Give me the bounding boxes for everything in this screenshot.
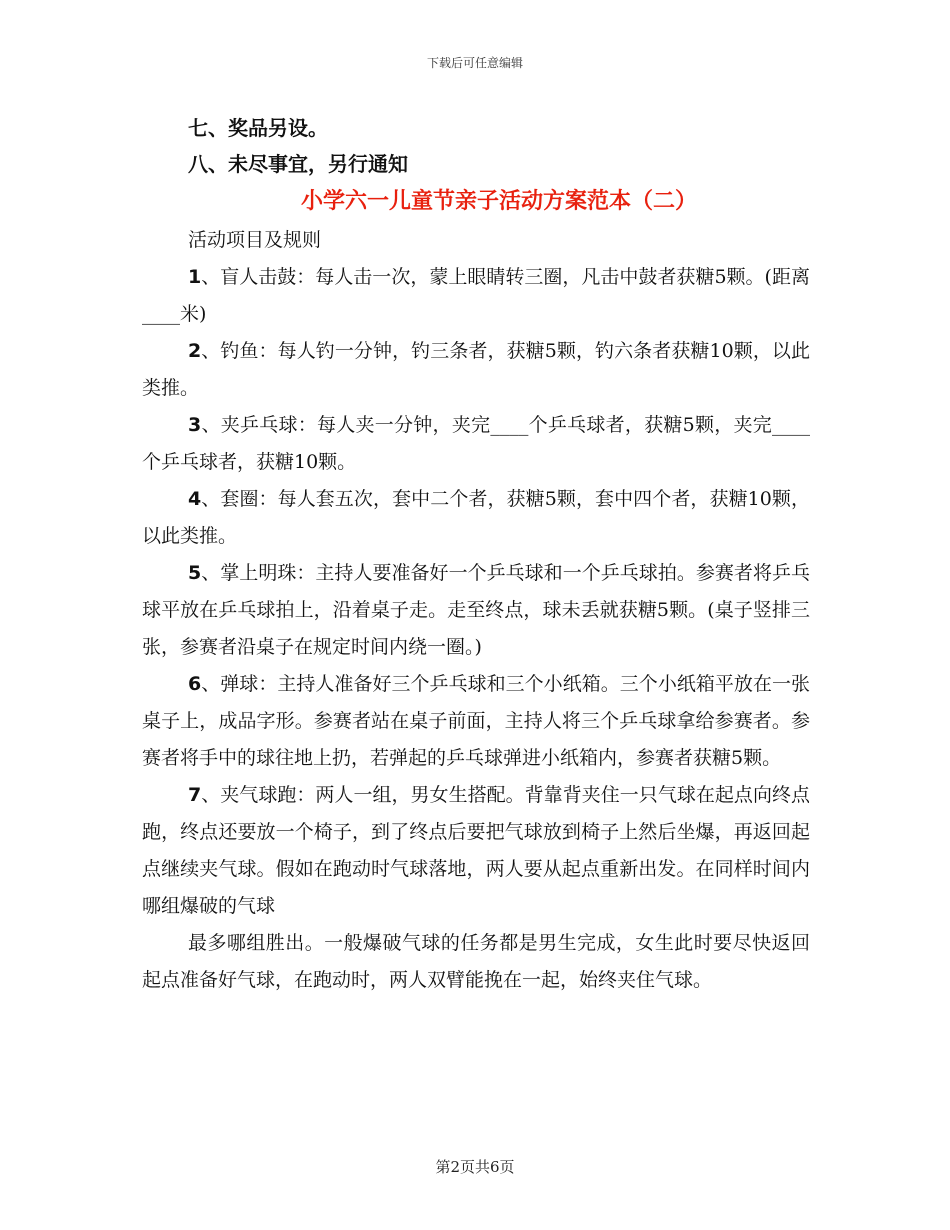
- section-heading-prizes: 七、奖品另设。: [188, 116, 328, 140]
- intro-paragraph: 活动项目及规则: [188, 229, 322, 251]
- document-title: 小学六一儿童节亲子活动方案范本（二）: [300, 189, 697, 214]
- rule-number: 1: [188, 266, 202, 288]
- rule-text: 、弹球：主持人准备好三个乒乓球和三个小纸箱。三个小纸箱平放在一张桌子上，成品字形。参赛者站在桌子前面，主持人将三个乒乓球拿给参赛者。参赛者将手中的球往地上扔，若弹起的乒乓球弹进小纸箱内，参赛者获糖5颗。: [142, 673, 810, 769]
- rule-number: 5: [188, 562, 202, 584]
- document-body: [142, 110, 810, 999]
- rule-number: 6: [188, 673, 202, 695]
- rule-number: 3: [188, 414, 202, 436]
- rule-text: 、盲人击鼓：每人击一次，蒙上眼睛转三圈，凡击中鼓者获糖5颗。(距离____米): [142, 266, 810, 325]
- rule-text: 、钓鱼：每人钓一分钟，钓三条者，获糖5颗，钓六条者获糖10颗，以此类推。: [142, 340, 810, 399]
- rule-number: 7: [188, 784, 202, 806]
- rule-item-6: [142, 666, 810, 777]
- rule-number: 2: [188, 340, 202, 362]
- rule-item-1: [142, 259, 810, 333]
- rule-text: 、夹乒乓球：每人夹一分钟，夹完____个乒乓球者，获糖5颗，夹完____个乒乓球者，获糖10颗。: [142, 414, 810, 473]
- rule-item-2: [142, 333, 810, 407]
- page-footer: 第2页共6页: [435, 1158, 515, 1176]
- rule-number: 4: [188, 488, 202, 510]
- rule-item-5: [142, 555, 810, 666]
- rule-text: 、套圈：每人套五次，套中二个者，获糖5颗，套中四个者，获糖10颗，以此类推。: [142, 488, 810, 547]
- page-header: 下载后可任意编辑: [426, 56, 523, 70]
- rule-item-4: [142, 481, 810, 555]
- rule-text: 、夹气球跑：两人一组，男女生搭配。背靠背夹住一只气球在起点向终点跑，终点还要放一个椅子，到了终点后要把气球放到椅子上然后坐爆，再返回起点继续夹气球。假如在跑动时气球落地，两人要从起点重新出发。在同样时间内哪组爆破的气球: [142, 784, 810, 917]
- rule-item-7: [142, 777, 810, 925]
- continuation-paragraph: 最多哪组胜出。一般爆破气球的任务都是男生完成，女生此时要尽快返回起点准备好气球，在跑动时，两人双臂能挽在一起，始终夹住气球。: [142, 932, 810, 991]
- rule-item-3: [142, 407, 810, 481]
- rule-text: 、掌上明珠：主持人要准备好一个乒乓球和一个乒乓球拍。参赛者将乒乓球平放在乒乓球拍上，沿着桌子走。走至终点，球未丢就获糖5颗。(桌子竖排三张，参赛者沿桌子在规定时间内绕一圈。): [142, 562, 810, 658]
- section-heading-notice: 八、未尽事宜，另行通知: [188, 152, 408, 176]
